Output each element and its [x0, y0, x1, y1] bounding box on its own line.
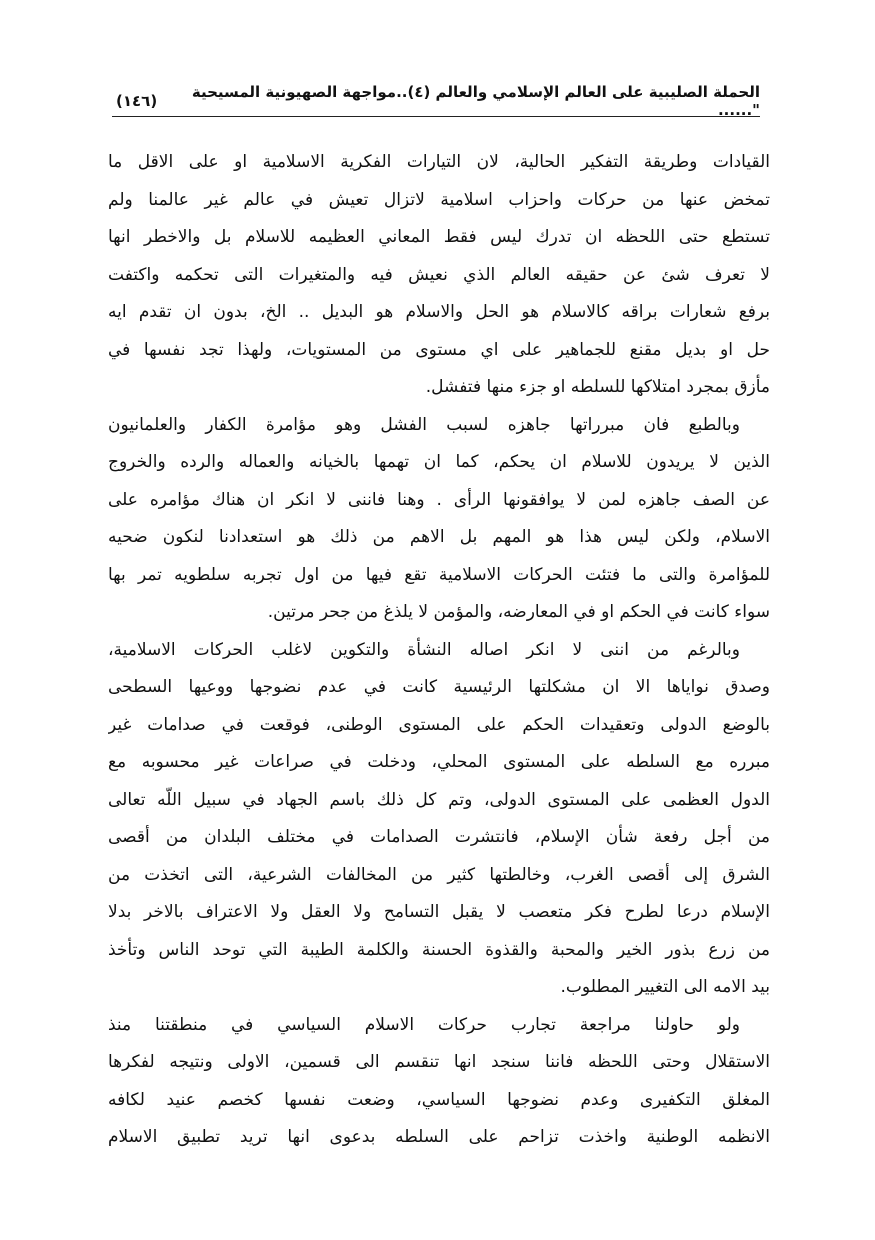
text-line: وبالرغم من اننى لا انكر اصاله النشأة والتكوين لاغلب الحركات الاسلامية،	[108, 639, 740, 660]
page-number: (١٤٦)	[116, 92, 158, 110]
text-line: الذين لا يريدون للاسلام ان يحكم، كما ان تهمها بالخيانه والعماله والرده والخروج	[108, 452, 770, 472]
text-line: وصدق نواياها الا ان مشكلتها الرئيسية كانت في عدم نضوجها ووعيها السطحى	[108, 677, 770, 697]
text-line: تمخض عنها من حركات واحزاب اسلامية لاتزال تعيش في عالم غير عالمنا ولم	[108, 189, 770, 210]
text-line: الدول العظمى على المستوى الدولى، وتم كل ذلك باسم الجهاد في سبيل اللّه تعالى	[108, 789, 770, 810]
text-line: الشرق إلى أقصى الغرب، وخالطتها كثير من المخالفات الشرعية، التى اتخذت من	[108, 864, 770, 885]
text-line: لا تعرف شئ عن حقيقه العالم الذي نعيش فيه والمتغيرات التى تحكمه واكتفت	[108, 264, 770, 285]
text-line: الاستقلال وحتى اللحظه فاننا سنجد انها تنقسم الى قسمين، الاولى ونتيجه لفكرها	[108, 1052, 770, 1072]
text-line: عن الصف جاهزه لمن لا يوافقونها الرأى . وهنا فاننى لا انكر ان هناك مؤامره على	[108, 489, 770, 510]
text-line: الانظمه الوطنية واخذت تزاحم على السلطه بدعوى انها تريد تطبيق الاسلام	[108, 1127, 770, 1147]
paragraph	[108, 144, 770, 407]
text-line: مأزق بمجرد امتلاكها للسلطه او جزء منها فتفشل.	[425, 377, 770, 397]
text-line: القيادات وطريقة التفكير الحالية، لان التيارات الفكرية الاسلامية او على الاقل ما	[108, 152, 770, 172]
text-line: بالوضع الدولى وتعقيدات الحكم على المستوى الوطنى، فوقعت في صدامات غير	[108, 714, 770, 735]
text-line: من أجل رفعة شأن الإسلام، فانتشرت الصدامات في مختلف البلدان من أقصى	[108, 827, 770, 847]
text-line: برفع شعارات براقه كالاسلام هو الحل والاسلام هو البديل .. الخ، بدون ان تقدم ايه	[108, 302, 770, 322]
paragraph	[108, 407, 770, 632]
running-header	[112, 83, 760, 119]
text-line: حل او بديل مقنع للجماهير على اي مستوى من المستويات، ولهذا تجد نفسها في	[108, 339, 770, 360]
text-line: من زرع بذور الخير والمحبة والقذوة الحسنة والكلمة الطيبة التي توحد الناس وتأخذ	[108, 939, 770, 960]
paragraph	[108, 1007, 770, 1157]
text-line: الإسلام درعا لطرح فكر متعصب لا يقبل التسامح ولا العقل ولا الاعتراف بالاخر بدلا	[108, 902, 770, 922]
text-line: بيد الامه الى التغيير المطلوب.	[560, 977, 770, 997]
text-line: الاسلام، ولكن ليس هذا هو المهم بل الاهم من ذلك هو استعدادنا لنكون ضحيه	[108, 527, 770, 547]
text-line: مبرره مع السلطه على المستوى المحلي، ودخلت في صراعات غير محسوبه مع	[108, 752, 770, 772]
text-line: وبالطبع فان مبرراتها جاهزه لسبب الفشل وهو مؤامرة الكفار والعلمانيون	[108, 414, 740, 435]
text-line: المغلق التكفيرى وعدم نضوجها السياسي، وضعت نفسها كخصم عنيد لكافه	[108, 1089, 770, 1110]
text-line: تستطع حتى اللحظه ان تدرك ليس فقط المعاني العظيمه للاسلام بل والاخطر انها	[108, 227, 770, 247]
paragraph	[108, 632, 770, 1007]
header-title: الحملة الصليبية على العالم الإسلامي والعالم (٤)..مواجهة الصهيونية المسيحية "......	[191, 83, 760, 119]
text-line: سواء كانت في الحكم او في المعارضه، والمؤمن لا يلذغ من جحر مرتين.	[267, 602, 770, 622]
body-text	[108, 144, 770, 1157]
text-line: للمؤامرة والتى ما فتئت الحركات الاسلامية تقع فيها من اول تجربه سلطويه تمر بها	[108, 564, 770, 585]
text-line: ولو حاولنا مراجعة تجارب حركات الاسلام السياسي في منطقتنا منذ	[108, 1014, 740, 1035]
